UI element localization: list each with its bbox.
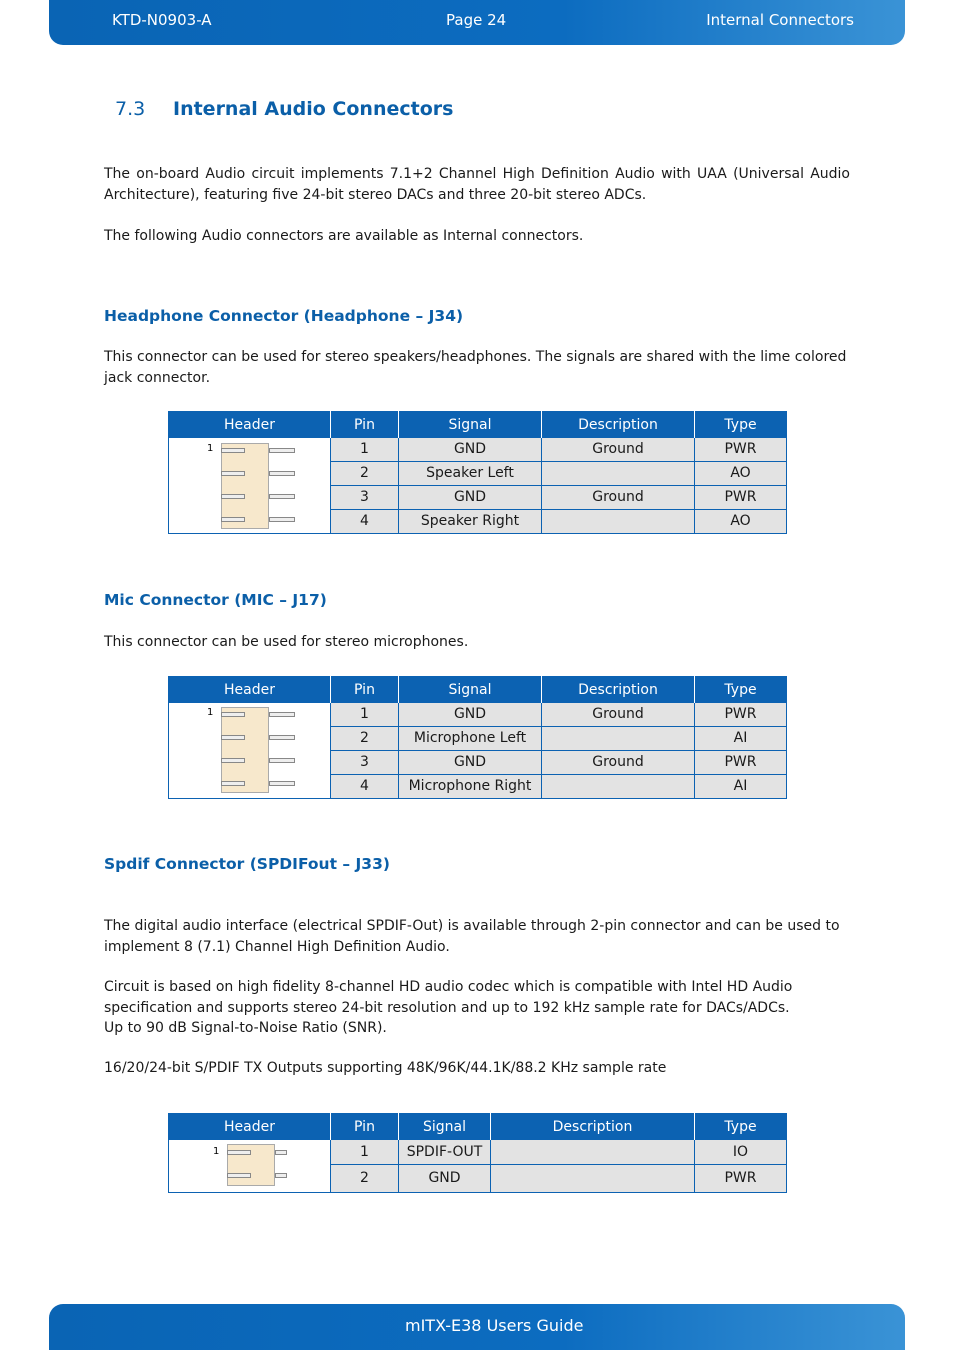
table-row: 1 1 SPDIF-OUT IO bbox=[169, 1139, 787, 1164]
col-type: Type bbox=[695, 676, 787, 702]
chapter-title: Internal Connectors bbox=[706, 11, 854, 29]
spdif-codec-text: Circuit is based on high fidelity 8-channel HD audio codec which is compatible with Intel HD Audio specification and supports stereo 24-bit resolution and up to 192 kHz sample rate for DACs/ADCs. bbox=[104, 979, 793, 1016]
mic-title: Mic Connector (MIC – J17) bbox=[104, 591, 327, 609]
spdif-sample-rate-text: 16/20/24-bit S/PDIF TX Outputs supporting 48K/96K/44.1K/88.2 KHz sample rate bbox=[104, 1060, 667, 1076]
section-number: 7.3 bbox=[115, 98, 146, 120]
mic-description: This connector can be used for stereo microphones. bbox=[104, 634, 469, 650]
spdif-description: The digital audio interface (electrical SPDIF-Out) is available through 2-pin connector and can be used to implement 8 (7.1) Channel High Definition Audio. bbox=[104, 918, 840, 955]
col-signal: Signal bbox=[399, 411, 542, 437]
col-type: Type bbox=[695, 411, 787, 437]
col-pin: Pin bbox=[331, 1113, 399, 1139]
pin1-marker: 1 bbox=[207, 442, 214, 454]
col-description: Description bbox=[491, 1113, 695, 1139]
doc-id: KTD-N0903-A bbox=[112, 11, 212, 29]
page-header bbox=[49, 0, 905, 45]
table-row: 3 GND Ground PWR bbox=[169, 485, 787, 509]
spdif-snr-text: Up to 90 dB Signal-to-Noise Ratio (SNR). bbox=[104, 1020, 387, 1036]
col-description: Description bbox=[542, 676, 695, 702]
connector-diagram-cell bbox=[169, 1139, 331, 1192]
col-type: Type bbox=[695, 1113, 787, 1139]
col-header: Header bbox=[169, 1113, 331, 1139]
intro-paragraph-2: The following Audio connectors are available as Internal connectors. bbox=[104, 228, 584, 244]
table-row: 1 1 GND Ground PWR bbox=[169, 437, 787, 461]
connector-diagram-cell bbox=[169, 437, 331, 533]
table-row: 3 GND Ground PWR bbox=[169, 750, 787, 774]
col-pin: Pin bbox=[331, 676, 399, 702]
two-pin-connector-diagram bbox=[211, 1144, 291, 1188]
pin1-marker: 1 bbox=[213, 1145, 220, 1157]
section-title bbox=[115, 98, 453, 120]
section-title-text: Internal Audio Connectors bbox=[173, 98, 454, 120]
table-row: 4 Microphone Right AI bbox=[169, 774, 787, 798]
col-signal: Signal bbox=[399, 676, 542, 702]
col-header: Header bbox=[169, 676, 331, 702]
spdif-pin-table bbox=[168, 1113, 787, 1193]
footer-title: mITX-E38 Users Guide bbox=[405, 1316, 584, 1335]
intro-paragraph: The on-board Audio circuit implements 7.1+2 Channel High Definition Audio with UAA (Universal Audio Architecture), featuring five 24-bit stereo DACs and three 20-bit stereo ADCs. bbox=[104, 166, 850, 203]
page-number: Page 24 bbox=[446, 11, 507, 29]
connector-diagram-cell bbox=[169, 702, 331, 798]
headphone-title: Headphone Connector (Headphone – J34) bbox=[104, 307, 464, 325]
headphone-description: This connector can be used for stereo speakers/headphones. The signals are shared with the lime colored jack connector. bbox=[104, 349, 847, 386]
table-row: 4 Speaker Right AO bbox=[169, 509, 787, 533]
table-row: 2 GND PWR bbox=[169, 1164, 787, 1192]
table-row: 2 Speaker Left AO bbox=[169, 461, 787, 485]
pin1-marker: 1 bbox=[207, 706, 214, 718]
headphone-pin-table bbox=[168, 411, 787, 534]
col-pin: Pin bbox=[331, 411, 399, 437]
mic-pin-table bbox=[168, 676, 787, 799]
four-pin-connector-diagram bbox=[205, 443, 297, 531]
table-row: 2 Microphone Left AI bbox=[169, 726, 787, 750]
table-row: 1 1 GND Ground PWR bbox=[169, 702, 787, 726]
col-header: Header bbox=[169, 411, 331, 437]
spdif-circuit-description bbox=[104, 977, 794, 1039]
col-description: Description bbox=[542, 411, 695, 437]
col-signal: Signal bbox=[399, 1113, 491, 1139]
spdif-title: Spdif Connector (SPDIFout – J33) bbox=[104, 855, 390, 873]
page-footer bbox=[49, 1304, 905, 1350]
four-pin-connector-diagram bbox=[205, 707, 297, 795]
